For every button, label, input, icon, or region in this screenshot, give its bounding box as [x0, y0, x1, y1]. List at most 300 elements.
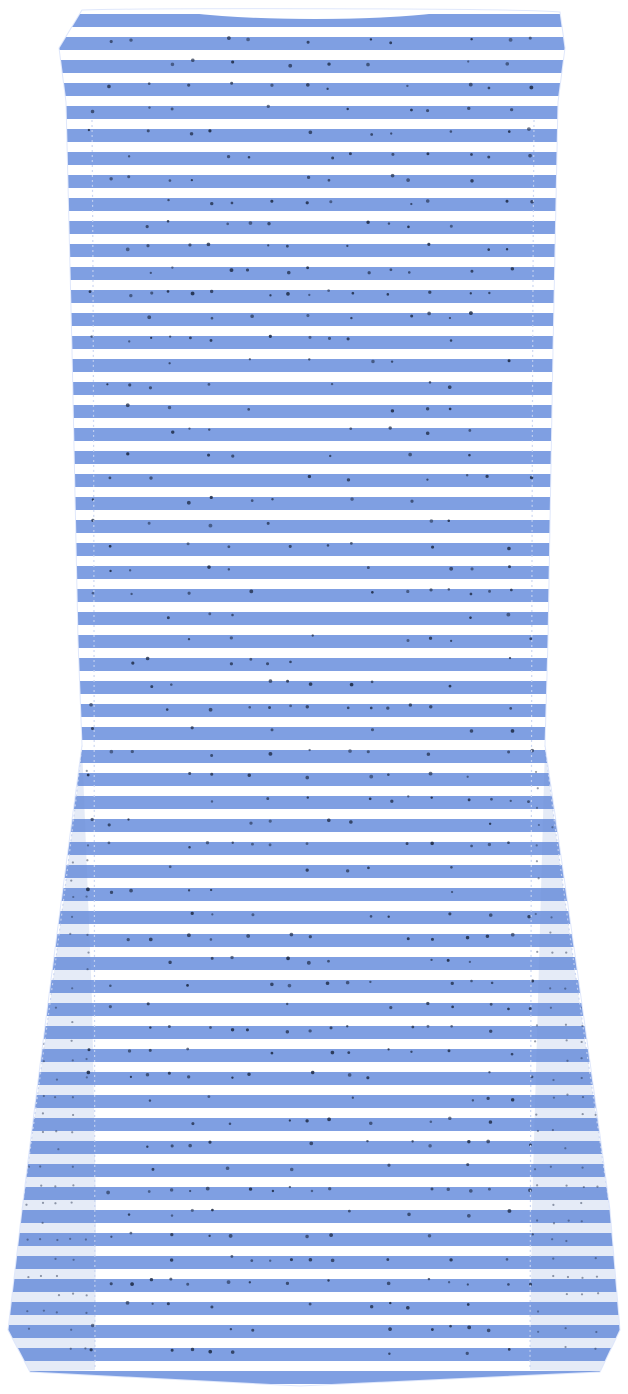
eyelet-dot	[109, 985, 111, 987]
eyelet-dot	[327, 819, 331, 823]
eyelet-dot	[581, 1277, 583, 1279]
eyelet-dot	[596, 1186, 598, 1188]
eyelet-dot	[58, 1294, 60, 1296]
eyelet-dot	[536, 951, 538, 953]
eyelet-dot	[85, 1058, 87, 1060]
eyelet-dot	[447, 519, 450, 522]
eyelet-dot	[371, 680, 374, 683]
eyelet-dot	[169, 865, 172, 868]
stripe	[0, 842, 628, 855]
eyelet-dot	[55, 1007, 57, 1009]
eyelet-dot	[487, 1329, 491, 1333]
eyelet-dot	[24, 913, 26, 915]
eyelet-dot	[269, 679, 273, 683]
eyelet-dot	[27, 949, 29, 951]
eyelet-dot	[427, 753, 430, 756]
eyelet-dot	[596, 1276, 598, 1278]
eyelet-dot	[131, 662, 134, 665]
stripe	[0, 405, 628, 418]
eyelet-dot	[43, 934, 45, 936]
eyelet-dot	[191, 59, 194, 62]
eyelet-dot	[249, 589, 253, 593]
eyelet-dot	[39, 807, 41, 809]
eyelet-dot	[108, 841, 111, 844]
eyelet-dot	[583, 788, 585, 790]
eyelet-dot	[487, 248, 490, 251]
eyelet-dot	[406, 85, 408, 87]
eyelet-dot	[167, 1302, 170, 1305]
eyelet-dot	[210, 496, 213, 499]
eyelet-dot	[150, 685, 153, 688]
eyelet-dot	[40, 1275, 42, 1277]
eyelet-dot	[552, 1129, 554, 1131]
eyelet-dot	[127, 175, 130, 178]
eyelet-dot	[127, 938, 130, 941]
eyelet-dot	[90, 335, 92, 337]
eyelet-dot	[350, 683, 354, 687]
eyelet-dot	[466, 1352, 469, 1355]
eyelet-dot	[349, 820, 353, 824]
eyelet-dot	[328, 179, 331, 182]
eyelet-dot	[167, 199, 169, 201]
eyelet-dot	[566, 1293, 568, 1295]
eyelet-dot	[266, 797, 269, 800]
eyelet-dot	[308, 336, 311, 339]
eyelet-dot	[42, 1131, 44, 1133]
eyelet-dot	[551, 826, 553, 828]
eyelet-dot	[309, 1258, 313, 1262]
eyelet-dot	[487, 156, 490, 159]
eyelet-dot	[370, 38, 372, 40]
eyelet-dot	[189, 337, 192, 340]
eyelet-dot	[230, 636, 233, 639]
eyelet-dot	[150, 292, 153, 295]
eyelet-dot	[290, 1168, 293, 1171]
eyelet-dot	[508, 1348, 511, 1351]
eyelet-dot	[370, 707, 373, 710]
eyelet-dot	[430, 519, 434, 523]
eyelet-dot	[56, 914, 58, 916]
eyelet-dot	[146, 244, 149, 247]
eyelet-dot	[146, 1073, 149, 1076]
eyelet-dot	[128, 340, 130, 342]
eyelet-dot	[191, 726, 194, 729]
eyelet-dot	[188, 772, 191, 775]
eyelet-dot	[508, 565, 511, 568]
eyelet-dot	[171, 431, 174, 434]
stripe	[0, 382, 628, 395]
eyelet-dot	[565, 1240, 567, 1242]
eyelet-dot	[386, 1258, 389, 1261]
eyelet-dot	[169, 335, 171, 337]
eyelet-dot	[507, 751, 510, 754]
eyelet-dot	[210, 889, 212, 891]
eyelet-dot	[447, 1188, 450, 1191]
eyelet-dot	[470, 980, 473, 983]
eyelet-dot	[448, 1117, 451, 1120]
eyelet-dot	[210, 290, 213, 293]
eyelet-dot	[166, 708, 169, 711]
eyelet-dot	[568, 1220, 570, 1222]
eyelet-dot	[386, 707, 389, 710]
eyelet-dot	[86, 1076, 88, 1078]
eyelet-dot	[552, 1258, 554, 1260]
eyelet-dot	[231, 60, 234, 63]
eyelet-dot	[466, 474, 468, 476]
eyelet-dot	[596, 1094, 598, 1096]
eyelet-dot	[246, 934, 250, 938]
eyelet-dot	[72, 1114, 74, 1116]
eyelet-dot	[450, 640, 452, 642]
stripe	[0, 612, 628, 625]
eyelet-dot	[407, 1213, 410, 1216]
eyelet-dot	[511, 729, 515, 733]
eyelet-dot	[406, 639, 409, 642]
eyelet-dot	[327, 960, 330, 963]
eyelet-dot	[581, 1220, 583, 1222]
eyelet-dot	[348, 1210, 351, 1213]
eyelet-dot	[188, 889, 190, 891]
eyelet-dot	[491, 982, 494, 985]
eyelet-dot	[230, 1328, 232, 1330]
eyelet-dot	[594, 1078, 596, 1080]
stripe	[0, 244, 628, 257]
eyelet-dot	[170, 1233, 173, 1236]
eyelet-dot	[581, 1041, 583, 1043]
eyelet-dot	[128, 1049, 131, 1052]
eyelet-dot	[232, 842, 234, 844]
eyelet-dot	[248, 774, 251, 777]
eyelet-dot	[146, 225, 149, 228]
eyelet-dot	[389, 426, 392, 429]
eyelet-dot	[55, 1130, 57, 1132]
eyelet-dot	[430, 842, 433, 845]
eyelet-dot	[270, 983, 273, 986]
eyelet-dot	[448, 1049, 451, 1052]
eyelet-dot	[209, 524, 213, 528]
eyelet-dot	[370, 133, 373, 136]
eyelet-dot	[488, 590, 491, 593]
eyelet-dot	[248, 156, 251, 159]
eyelet-dot	[70, 1348, 72, 1350]
eyelet-dot	[88, 1048, 91, 1051]
eyelet-dot	[250, 1259, 253, 1262]
eyelet-dot	[508, 1209, 512, 1213]
stripe	[0, 336, 628, 349]
eyelet-dot	[328, 1187, 331, 1190]
eyelet-dot	[327, 1117, 331, 1121]
eyelet-dot	[390, 268, 393, 271]
eyelet-dot	[152, 1303, 154, 1305]
eyelet-dot	[508, 130, 511, 133]
eyelet-dot	[371, 360, 374, 363]
eyelet-dot	[168, 362, 170, 364]
eyelet-dot	[410, 315, 413, 318]
eyelet-dot	[42, 1112, 44, 1114]
eyelet-dot	[109, 570, 111, 572]
eyelet-dot	[229, 1234, 233, 1238]
eyelet-dot	[582, 1096, 584, 1098]
eyelet-dot	[71, 1201, 73, 1203]
eyelet-dot	[72, 1059, 74, 1061]
eyelet-dot	[231, 202, 234, 205]
eyelet-dot	[597, 1292, 599, 1294]
eyelet-dot	[449, 685, 452, 688]
eyelet-dot	[308, 294, 310, 296]
eyelet-dot	[506, 200, 509, 203]
eyelet-dot	[410, 500, 413, 503]
eyelet-dot	[146, 1146, 148, 1148]
eyelet-dot	[170, 1258, 173, 1261]
eyelet-dot	[535, 913, 537, 915]
eyelet-dot	[346, 1025, 348, 1027]
eyelet-dot	[488, 292, 490, 294]
eyelet-dot	[130, 1282, 134, 1286]
eyelet-dot	[595, 844, 597, 846]
eyelet-dot	[447, 959, 450, 962]
stripe	[0, 106, 628, 119]
eyelet-dot	[271, 498, 273, 500]
eyelet-dot	[170, 1188, 173, 1191]
eyelet-dot	[536, 844, 538, 846]
eyelet-dot	[467, 1326, 471, 1330]
eyelet-dot	[148, 106, 150, 108]
eyelet-dot	[210, 202, 213, 205]
eyelet-dot	[536, 860, 538, 862]
eyelet-dot	[131, 750, 134, 753]
stripe	[0, 359, 628, 372]
eyelet-dot	[186, 1283, 189, 1286]
eyelet-dot	[327, 544, 330, 547]
eyelet-dot	[565, 951, 567, 953]
eyelet-dot	[287, 271, 291, 275]
eyelet-dot	[485, 475, 488, 478]
eyelet-dot	[231, 1350, 235, 1354]
eyelet-dot	[527, 915, 530, 918]
eyelet-dot	[72, 1293, 74, 1295]
eyelet-dot	[506, 613, 510, 617]
eyelet-dot	[449, 567, 453, 571]
eyelet-dot	[371, 728, 374, 731]
eyelet-dot	[210, 754, 213, 757]
eyelet-dot	[126, 248, 130, 252]
eyelet-dot	[57, 1148, 59, 1150]
eyelet-dot	[406, 590, 409, 593]
eyelet-dot	[91, 727, 94, 730]
eyelet-dot	[366, 221, 369, 224]
eyelet-dot	[486, 935, 489, 938]
eyelet-dot	[130, 593, 132, 595]
eyelet-dot	[147, 1002, 150, 1005]
eyelet-dot	[207, 243, 211, 247]
eyelet-dot	[426, 478, 428, 480]
eyelet-dot	[306, 201, 309, 204]
eyelet-dot	[88, 129, 90, 131]
eyelet-dot	[564, 988, 566, 990]
eyelet-dot	[249, 221, 253, 225]
eyelet-dot	[352, 1097, 354, 1099]
eyelet-dot	[448, 1281, 450, 1283]
eyelet-dot	[311, 1190, 313, 1192]
eyelet-dot	[268, 706, 271, 709]
eyelet-dot	[410, 1051, 412, 1053]
eyelet-dot	[431, 938, 434, 941]
eyelet-dot	[267, 244, 269, 246]
eyelet-dot	[582, 898, 584, 900]
eyelet-dot	[169, 1278, 172, 1281]
eyelet-dot	[348, 1073, 352, 1077]
eyelet-dot	[486, 1140, 490, 1144]
eyelet-dot	[582, 1113, 584, 1115]
eyelet-dot	[86, 1294, 88, 1296]
eyelet-dot	[149, 1026, 151, 1028]
eyelet-dot	[187, 84, 190, 87]
eyelet-dot	[550, 1007, 552, 1009]
eyelet-dot	[448, 385, 452, 389]
eyelet-dot	[72, 1259, 74, 1261]
eyelet-dot	[429, 637, 432, 640]
eyelet-dot	[327, 63, 330, 66]
eyelet-dot	[488, 87, 491, 90]
eyelet-dot	[27, 970, 29, 972]
eyelet-dot	[308, 358, 310, 360]
eyelet-dot	[583, 824, 585, 826]
eyelet-dot	[451, 891, 453, 893]
eyelet-dot	[451, 982, 454, 985]
eyelet-dot	[346, 869, 349, 872]
eyelet-dot	[208, 129, 211, 132]
eyelet-dot	[230, 956, 233, 959]
eyelet-dot	[449, 1258, 452, 1261]
eyelet-dot	[449, 408, 452, 411]
eyelet-dot	[92, 592, 95, 595]
eyelet-dot	[152, 1168, 155, 1171]
eyelet-dot	[349, 427, 352, 430]
eyelet-dot	[507, 1008, 510, 1011]
eyelet-dot	[230, 82, 233, 85]
eyelet-dot	[470, 153, 473, 156]
eyelet-dot	[509, 657, 511, 659]
eyelet-dot	[69, 788, 71, 790]
eyelet-dot	[87, 844, 89, 846]
eyelet-dot	[110, 750, 114, 754]
eyelet-dot	[307, 796, 309, 798]
eyelet-dot	[550, 916, 552, 918]
eyelet-dot	[470, 292, 472, 294]
eyelet-dot	[583, 1186, 585, 1188]
eyelet-dot	[168, 406, 171, 409]
eyelet-dot	[168, 961, 171, 964]
eyelet-dot	[286, 1030, 289, 1033]
eyelet-dot	[249, 1187, 252, 1190]
right-panel-shade	[530, 745, 620, 1372]
eyelet-dot	[286, 1282, 289, 1285]
eyelet-dot	[309, 1142, 313, 1146]
eyelet-dot	[54, 1202, 56, 1204]
eyelet-dot	[469, 311, 473, 315]
eyelet-dot	[27, 1078, 29, 1080]
eyelet-dot	[566, 1060, 568, 1062]
eyelet-dot	[348, 749, 352, 753]
eyelet-dot	[369, 1122, 372, 1125]
eyelet-dot	[56, 1275, 58, 1277]
eyelet-dot	[26, 1310, 28, 1312]
eyelet-dot	[552, 1275, 554, 1277]
eyelet-dot	[230, 662, 233, 665]
eyelet-dot	[171, 1214, 173, 1216]
eyelet-dot	[289, 704, 292, 707]
eyelet-dot	[369, 775, 373, 779]
eyelet-dot	[326, 981, 330, 985]
eyelet-dot	[331, 157, 334, 160]
eyelet-dot	[187, 933, 191, 937]
eyelet-dot	[206, 1187, 210, 1191]
eyelet-dot	[227, 36, 231, 40]
eyelet-dot	[426, 199, 430, 203]
eyelet-dot	[231, 614, 234, 617]
eyelet-dot	[267, 522, 270, 525]
eyelet-dot	[211, 1209, 214, 1212]
eyelet-dot	[306, 266, 309, 269]
eyelet-dot	[467, 1303, 470, 1306]
eyelet-dot	[391, 409, 394, 412]
eyelet-dot	[149, 386, 152, 389]
eyelet-dot	[430, 1121, 433, 1124]
eyelet-dot	[188, 427, 190, 429]
eyelet-dot	[289, 545, 292, 548]
eyelet-dot	[429, 772, 433, 776]
eyelet-dot	[286, 957, 290, 961]
eyelet-dot	[72, 861, 74, 863]
eyelet-dot	[450, 339, 453, 342]
stripe	[0, 497, 628, 510]
eyelet-dot	[367, 566, 370, 569]
eyelet-dot	[207, 565, 210, 568]
eyelet-dot	[426, 1002, 429, 1005]
eyelet-dot	[90, 1348, 93, 1351]
eyelet-dot	[369, 981, 371, 983]
eyelet-dot	[226, 223, 229, 226]
eyelet-dot	[564, 1147, 566, 1149]
eyelet-dot	[489, 1030, 492, 1033]
eyelet-dot	[350, 542, 353, 545]
eyelet-dot	[87, 951, 89, 953]
eyelet-dot	[188, 592, 191, 595]
eyelet-dot	[110, 40, 113, 43]
eyelet-dot	[468, 454, 471, 457]
eyelet-dot	[594, 1348, 596, 1350]
eyelet-dot	[187, 501, 191, 505]
eyelet-dot	[470, 729, 473, 732]
eyelet-dot	[467, 1214, 471, 1218]
eyelet-dot	[25, 770, 27, 772]
eyelet-dot	[329, 455, 331, 457]
eyelet-dot	[450, 225, 453, 228]
eyelet-dot	[43, 1095, 45, 1097]
eyelet-dot	[346, 108, 348, 110]
eyelet-dot	[150, 337, 152, 339]
eyelet-dot	[535, 771, 537, 773]
eyelet-dot	[431, 546, 434, 549]
eyelet-dot	[331, 1259, 335, 1263]
eyelet-dot	[248, 706, 251, 709]
eyelet-dot	[128, 383, 131, 386]
eyelet-dot	[130, 1232, 133, 1235]
eyelet-dot	[150, 1278, 153, 1281]
eyelet-dot	[56, 1311, 58, 1313]
eyelet-dot	[406, 178, 410, 182]
eyelet-dot	[54, 788, 56, 790]
